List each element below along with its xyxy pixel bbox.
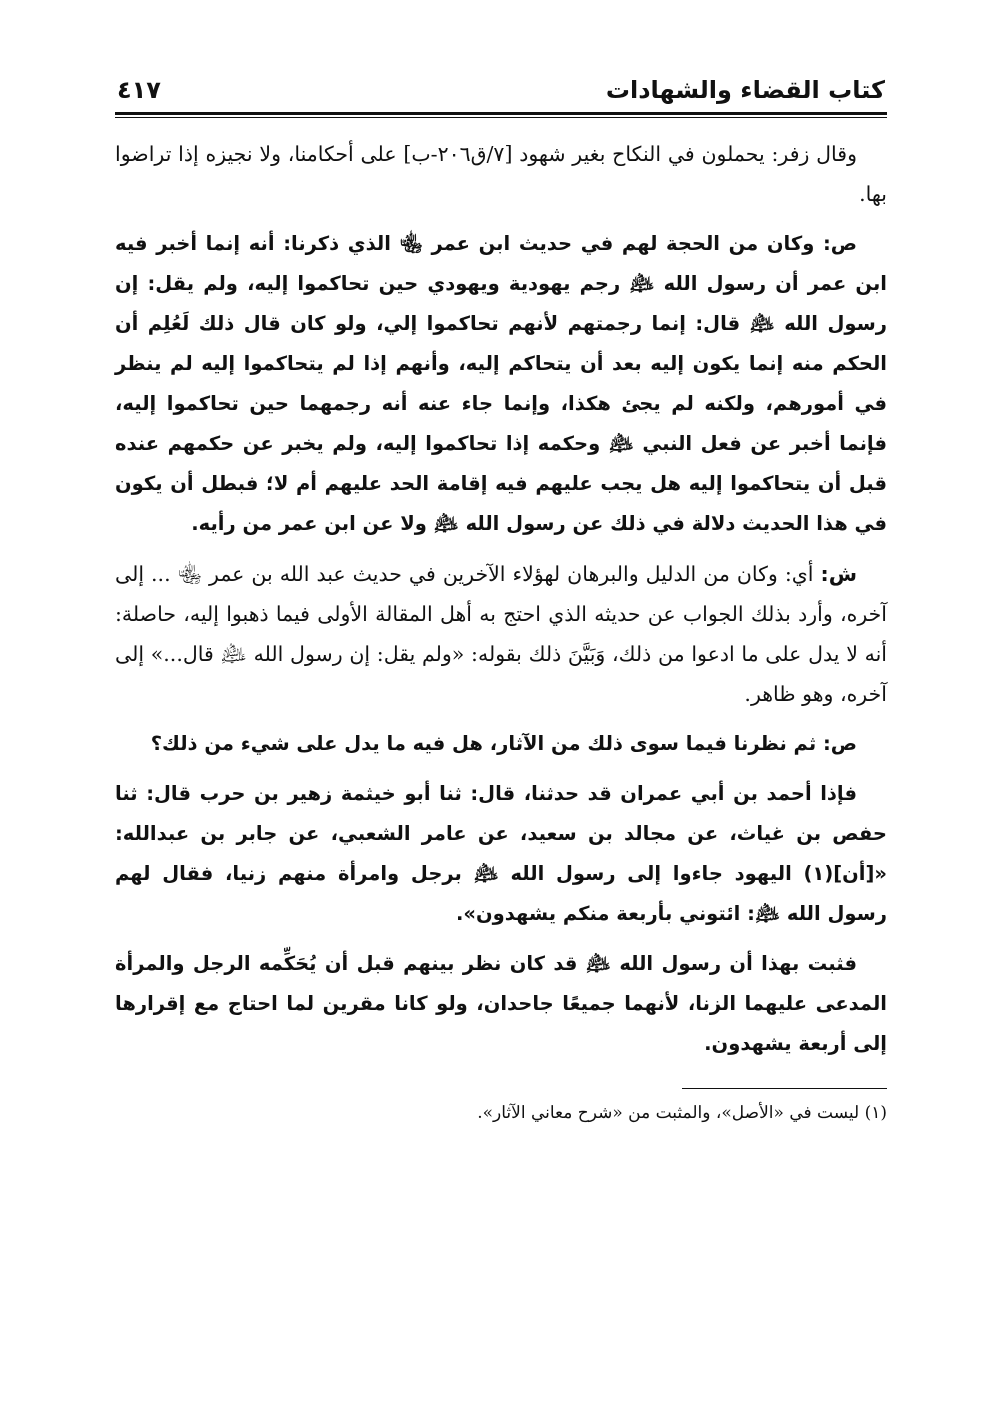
header-rule-thick xyxy=(115,112,887,115)
paragraph-conclusion: فثبت بهذا أن رسول الله ﵇ قد كان نظر بينهم قبل أن يُحَكِّمه الرجل والمرأة المدعى عليهما الزنا، لأنهما جميعًا جاحدان، ولو كانا مقرين لما احتاج مع إقرارها إلى أربعة يشهدون. xyxy=(115,952,887,1055)
paragraph-hadith-jabir: فإذا أحمد بن أبي عمران قد حدثنا، قال: ثنا أبو خيثمة زهير بن حرب قال: ثنا حفص بن غياث، عن مجالد بن سعيد، عن عامر الشعبي، عن جابر بن عبدالله: «[أن](١) اليهود جاءوا إلى رسول الله ﵇ برجل وامرأة منهم زنيا، فقال لهم رسول الله ﵇: ائتوني بأربعة منكم يشهدون». xyxy=(115,782,887,925)
page-body xyxy=(115,134,887,1064)
footnote: (١) ليست في «الأصل»، والمثبت من «شرح معاني الآثار». xyxy=(477,1103,887,1123)
running-title: كتاب القضاء والشهادات xyxy=(605,76,885,104)
header-rule-thin xyxy=(115,117,887,118)
page-number: ٤١٧ xyxy=(117,76,161,104)
paragraph-sad-2: ص: ثم نظرنا فيما سوى ذلك من الآثار، هل فيه ما يدل على شيء من ذلك؟ xyxy=(150,732,857,755)
paragraph-sad-1: ص: وكان من الحجة لهم في حديث ابن عمر ﵄ الذي ذكرنا: أنه إنما أخبر فيه ابن عمر أن رسول الله ﵇ رجم يهودية ويهودي حين تحاكموا إليه، ولم يقل: إن رسول الله ﵇ قال: إنما رجمتهم لأنهم تحاكموا إلي، ولو كان قال ذلك لَعُلِم أن الحكم منه إنما يكون إليه بعد أن يتحاكم إليه، وأنهم إذا لم يتحاكموا إليه لم ينظر في أمورهم، ولكنه لم يجئ هكذا، وإنما جاء عنه أنه رجمهما حين تحاكموا إليه، فإنما أخبر عن فعل النبي ﵇ وحكمه إذا تحاكموا إليه، ولم يخبر عن حكمهم عنده قبل أن يتحاكموا إليه هل يجب عليهم فيه إقامة الحد عليهم أم لا؛ فبطل أن يكون في هذا الحديث دلالة في ذلك عن رسول الله ﵇ ولا عن ابن عمر من رأيه. xyxy=(115,232,887,535)
page-header xyxy=(115,56,887,104)
paragraph-shin: ش: أي: وكان من الدليل والبرهان لهؤلاء الآخرين في حديث عبد الله بن عمر ﵄ ... إلى آخره، وأرد بذلك الجواب عن حديثه الذي احتج به أهل المقالة الأولى فيما ذهبوا إليه، حاصلة: أنه لا يدل على ما ادعوا من ذلك، وَبَيَّنَ ذلك بقوله: «ولم يقل: إن رسول الله ﵇ قال...» إلى آخره، وهو ظاهر. xyxy=(115,562,887,706)
footnote-separator xyxy=(682,1088,887,1089)
paragraph-zufar: وقال زفر: يحملون في النكاح بغير شهود [٧/ق٢٠٦-ب] على أحكامنا، ولا نجيزه إذا تراضوا بها. xyxy=(115,142,887,206)
paragraph-marker: ص: xyxy=(822,232,857,255)
paragraph-marker: ش: xyxy=(820,562,857,586)
book-page xyxy=(115,56,887,1127)
paragraph-marker: ص: xyxy=(822,732,857,755)
